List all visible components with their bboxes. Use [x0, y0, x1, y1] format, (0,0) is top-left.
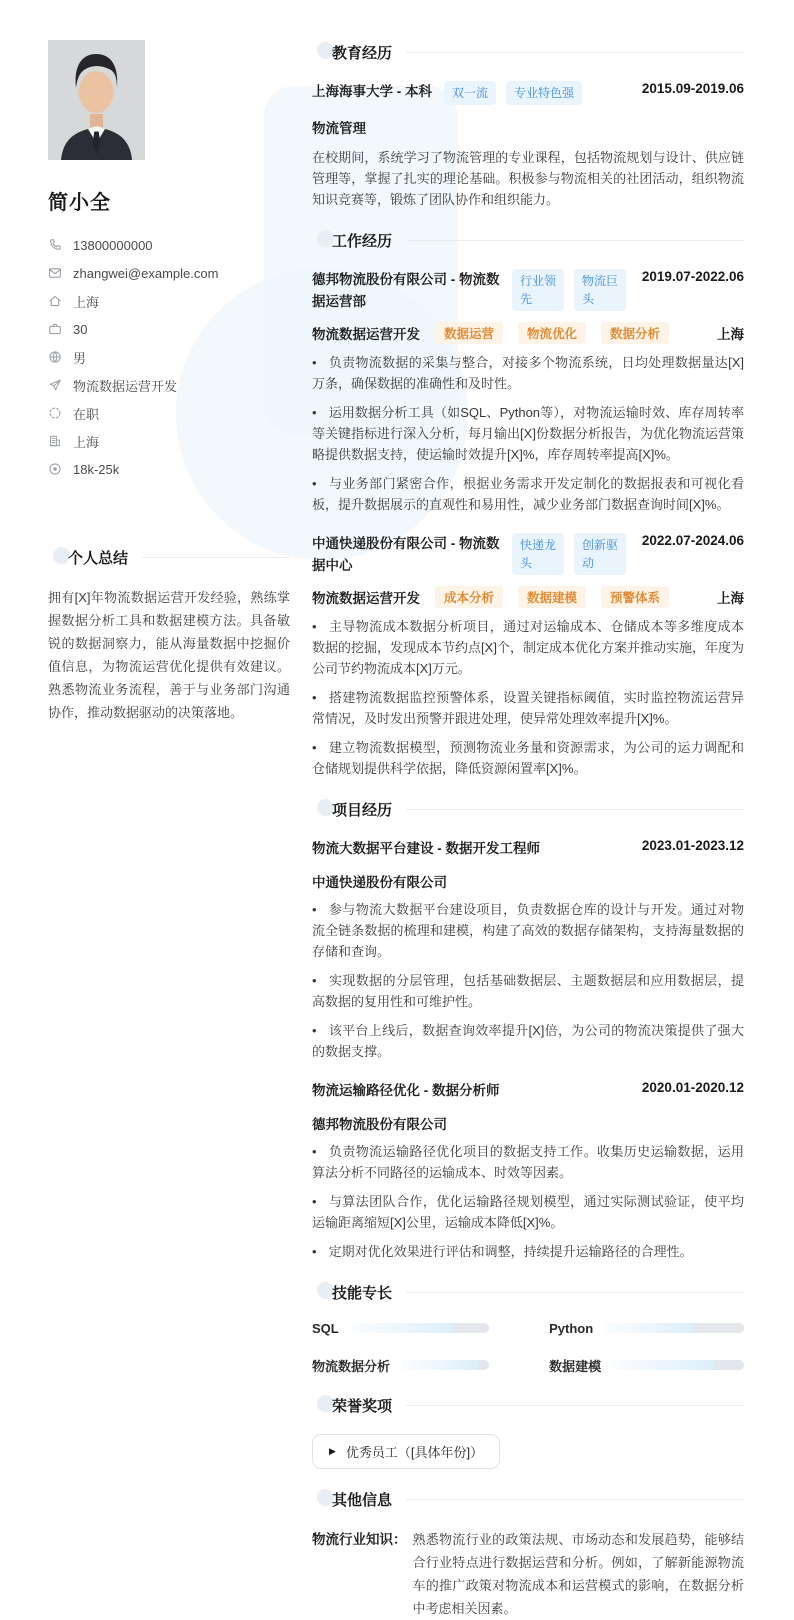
education-entries [312, 81, 744, 210]
education-section [312, 42, 744, 210]
project-company: 中通快递股份有限公司 [312, 874, 447, 890]
bullet-item [312, 737, 744, 779]
play-icon: ▶ [329, 1445, 336, 1456]
contact-value: 男 [73, 350, 87, 366]
bullet-text: 参与物流大数据平台建设项目，负责数据仓库的设计与开发。通过对物流全链条数据的梳理和建模，构建了高效的数据存储架构，支持海量数据的存储和查询。 [312, 901, 744, 959]
section-header-other [312, 1489, 744, 1510]
date-range: 2019.07-2022.06 [641, 269, 744, 284]
mail-icon [48, 266, 62, 280]
contact-value: zhangwei@example.com [73, 265, 219, 281]
major-name: 物流管理 [312, 121, 366, 136]
candidate-name: 简小全 [48, 192, 111, 214]
skill-bar-track [613, 1360, 744, 1370]
work-entries [312, 269, 744, 779]
tag-list [444, 81, 582, 105]
skill-item [549, 1321, 744, 1336]
section-header-work [312, 230, 744, 251]
entry-header [312, 1080, 744, 1102]
skill-name: 数据建模 [549, 1358, 602, 1374]
other-info-section [312, 1489, 744, 1620]
location: 上海 [717, 591, 744, 607]
bullet-text: 该平台上线后，数据查询效率提升[X]倍，为公司的物流决策提供了强大的数据支撑。 [312, 1022, 744, 1059]
phone-icon [48, 238, 62, 252]
education-description: 在校期间，系统学习了物流管理的专业课程，包括物流规划与设计、供应链管理等，掌握了扎实的理论基础。积极参与物流相关的社团活动，组织物流知识竞赛等，锻炼了团队协作和组织能力。 [312, 150, 744, 207]
date-range: 2020.01-2020.12 [641, 1079, 744, 1095]
bullet-item [312, 473, 744, 515]
section-header-education [312, 42, 744, 63]
work-entry [312, 533, 744, 779]
contact-item [48, 315, 290, 343]
section-title: 技能专长 [332, 1284, 393, 1302]
project-entry [312, 838, 744, 1062]
contact-list [48, 231, 290, 483]
contact-item [48, 287, 290, 315]
bullet-dot: • [312, 405, 317, 421]
bullet-item [312, 1191, 744, 1233]
bullet-dot: • [312, 740, 317, 756]
skill-bar-fill [605, 1323, 695, 1333]
bullet-dot: • [312, 1243, 317, 1259]
section-title: 教育经历 [332, 45, 393, 62]
bullet-item [312, 616, 744, 679]
skill-bar-track [402, 1360, 489, 1370]
project-name: 物流大数据平台建设 - 数据开发工程师 [312, 841, 540, 857]
section-title: 个人总结 [68, 550, 129, 567]
skill-bar-track [605, 1323, 744, 1333]
tag-list [512, 533, 626, 575]
work-entry [312, 269, 744, 515]
section-title: 工作经历 [332, 233, 393, 250]
highlight-tag: 专业特色强 [506, 81, 582, 105]
position-row [312, 322, 744, 344]
location: 上海 [717, 327, 744, 343]
date-range: 2022.07-2024.06 [641, 533, 744, 549]
company-name: 德邦物流股份有限公司 - 物流数据运营部 [312, 272, 500, 309]
bullet-text: 负责物流运输路径优化项目的数据支持工作。收集历史运输数据，运用算法分析不同路径的运输成本、时效等因素。 [312, 1143, 744, 1180]
contact-value: 13800000000 [73, 237, 153, 253]
education-entry [312, 81, 744, 210]
bullet-dot: • [312, 1022, 317, 1038]
position-name: 物流数据运营开发 [312, 591, 420, 607]
briefcase-icon [48, 322, 62, 336]
summary-text: 拥有[X]年物流数据运营开发经验，熟练掌握数据分析工具和数据建模方法。具备敏锐的数据洞察力，能从海量数据中挖掘价值信息，为物流运营优化提供有效建议。熟悉物流业务流程，善于与业务部门沟通协作，推动数据驱动的决策落地。 [48, 590, 290, 720]
skill-item [549, 1356, 744, 1375]
salary-icon [48, 462, 62, 476]
bullet-item [312, 1020, 744, 1062]
bullet-item [312, 970, 744, 1012]
section-divider [406, 52, 744, 53]
highlight-tag: 行业领先 [512, 269, 564, 311]
highlight-tag: 创新驱动 [574, 533, 626, 575]
avatar [48, 40, 145, 160]
bullet-text: 运用数据分析工具（如SQL、Python等），对物流运输时效、库存周转率等关键指标进行深入分析，每月输出[X]份数据分析报告，为优化物流运营策略提供数据支持，使运输时效提升[X]%，库存周转率提高[X]%。 [312, 405, 744, 463]
contact-value: 在职 [73, 406, 100, 422]
entry-header [312, 81, 744, 105]
bullet-text: 负责物流数据的采集与整合，对接多个物流系统，日均处理数据量达[X]万条，确保数据的准确性和及时性。 [312, 355, 744, 392]
section-header-projects [312, 799, 744, 820]
skill-name: 物流数据分析 [312, 1358, 391, 1374]
entry-header [312, 533, 744, 576]
skill-tag: 预警体系 [601, 586, 669, 608]
section-header-summary [48, 547, 290, 568]
section-divider [406, 1292, 744, 1293]
skill-bar-fill [402, 1360, 479, 1370]
bullet-text: 定期对优化效果进行评估和调整，持续提升运输路径的合理性。 [328, 1243, 693, 1259]
skill-tag: 数据运营 [435, 322, 503, 344]
contact-item [48, 371, 290, 399]
skill-tag: 数据建模 [518, 586, 586, 608]
section-title: 其他信息 [332, 1491, 393, 1509]
section-title: 荣誉奖项 [332, 1397, 393, 1415]
main-column [312, 0, 744, 1620]
bullet-item [312, 352, 744, 394]
honor-item-button[interactable] [312, 1434, 500, 1469]
skill-bar-fill [613, 1360, 715, 1370]
date-range: 2015.09-2019.06 [641, 81, 744, 96]
section-header-skills [312, 1282, 744, 1303]
bullet-dot: • [312, 1143, 317, 1159]
position-name: 物流数据运营开发 [312, 327, 420, 343]
project-name: 物流运输路径优化 - 数据分析师 [312, 1082, 500, 1098]
contact-value: 上海 [73, 434, 100, 450]
skills-grid [312, 1321, 744, 1375]
bullet-text: 实现数据的分层管理，包括基础数据层、主题数据层和应用数据层，提高数据的复用性和可维护性。 [312, 972, 744, 1009]
school-name: 上海海事大学 - 本科 [312, 84, 432, 99]
bullet-dot: • [312, 355, 317, 371]
bullet-text: 搭建物流数据监控预警体系，设置关键指标阈值，实时监控物流运营异常情况，及时发出预警并跟进处理，使异常处理效率提升[X]%。 [312, 690, 744, 727]
date-range: 2023.01-2023.12 [641, 838, 744, 854]
position-row [312, 586, 744, 608]
skills-section [312, 1282, 744, 1375]
bullet-item [312, 687, 744, 729]
skill-item [312, 1356, 489, 1375]
project-company: 德邦物流股份有限公司 [312, 1116, 447, 1132]
bullet-dot: • [312, 619, 317, 635]
skill-name: Python [549, 1320, 594, 1336]
contact-item [48, 455, 290, 483]
tag-list [512, 269, 626, 311]
company-name: 中通快递股份有限公司 - 物流数据中心 [312, 536, 500, 573]
building-icon [48, 434, 62, 448]
sidebar [48, 0, 290, 1620]
section-divider [406, 809, 744, 810]
section-divider [406, 1499, 744, 1500]
skill-tag: 物流优化 [518, 322, 586, 344]
project-entry [312, 1080, 744, 1262]
contact-value: 18k-25k [73, 461, 120, 477]
bullet-dot: • [312, 901, 317, 917]
entry-header [312, 269, 744, 312]
projects-section [312, 799, 744, 1261]
skill-name: SQL [312, 1320, 339, 1336]
contact-item [48, 427, 290, 455]
section-header-honors [312, 1395, 744, 1416]
bullet-item [312, 1241, 744, 1262]
honor-label: 优秀员工（[具体年份]） [345, 1444, 484, 1460]
highlight-tag: 物流巨头 [574, 269, 626, 311]
honors-section [312, 1395, 744, 1469]
contact-item [48, 399, 290, 427]
contact-value: 30 [73, 321, 88, 337]
other-info-text: 熟悉物流行业的政策法规、市场动态和发展趋势，能够结合行业特点进行数据运营和分析。例如，了解新能源物流车的推广政策对物流成本和运营模式的影响，在数据分析中考虑相关因素。 [412, 1531, 744, 1616]
bullet-text: 与算法团队合作，优化运输路径规划模型，通过实际测试验证，使平均运输距离缩短[X]公里，运输成本降低[X]%。 [312, 1193, 744, 1230]
section-divider [142, 557, 290, 558]
project-entries [312, 838, 744, 1261]
section-divider [406, 240, 744, 241]
contact-item [48, 259, 290, 287]
skill-bar-fill [351, 1323, 456, 1333]
bullet-text: 主导物流成本数据分析项目，通过对运输成本、仓储成本等多维度成本数据的挖掘，发现成本节约点[X]个，制定成本优化方案并推动实施，年度为公司节约物流成本[X]万元。 [312, 619, 744, 677]
skill-tag: 成本分析 [435, 586, 503, 608]
contact-item [48, 231, 290, 259]
section-title: 项目经历 [332, 802, 393, 820]
skill-item [312, 1321, 489, 1336]
home-icon [48, 294, 62, 308]
bullet-item [312, 1141, 744, 1183]
work-section [312, 230, 744, 779]
bullet-text: 建立物流数据模型，预测物流业务量和资源需求，为公司的运力调配和仓储规划提供科学依据，降低资源闲置率[X]%。 [312, 740, 744, 777]
bullet-text: 与业务部门紧密合作，根据业务需求开发定制化的数据报表和可视化看板，提升数据展示的直观性和易用性，减少业务部门数据查询时间[X]%。 [312, 476, 744, 513]
summary-section [48, 547, 290, 724]
bullet-dot: • [312, 972, 317, 988]
skill-bar-track [351, 1323, 489, 1333]
other-info-row [312, 1528, 744, 1620]
bullet-item [312, 899, 744, 962]
highlight-tag: 快递龙头 [512, 533, 564, 575]
bullet-item [312, 402, 744, 465]
contact-value: 物流数据运营开发 [73, 378, 178, 394]
status-icon [48, 406, 62, 420]
skill-tag: 数据分析 [601, 322, 669, 344]
bullet-dot: • [312, 690, 317, 706]
contact-value: 上海 [73, 294, 100, 310]
contact-item [48, 343, 290, 371]
job-icon [48, 378, 62, 392]
gender-icon [48, 350, 62, 364]
highlight-tag: 双一流 [444, 81, 496, 105]
bullet-dot: • [312, 476, 317, 492]
section-divider [406, 1405, 744, 1406]
other-info-label: 物流行业知识： [312, 1531, 407, 1547]
honors-list [312, 1434, 744, 1469]
bullet-dot: • [312, 1193, 317, 1209]
entry-header [312, 838, 744, 860]
